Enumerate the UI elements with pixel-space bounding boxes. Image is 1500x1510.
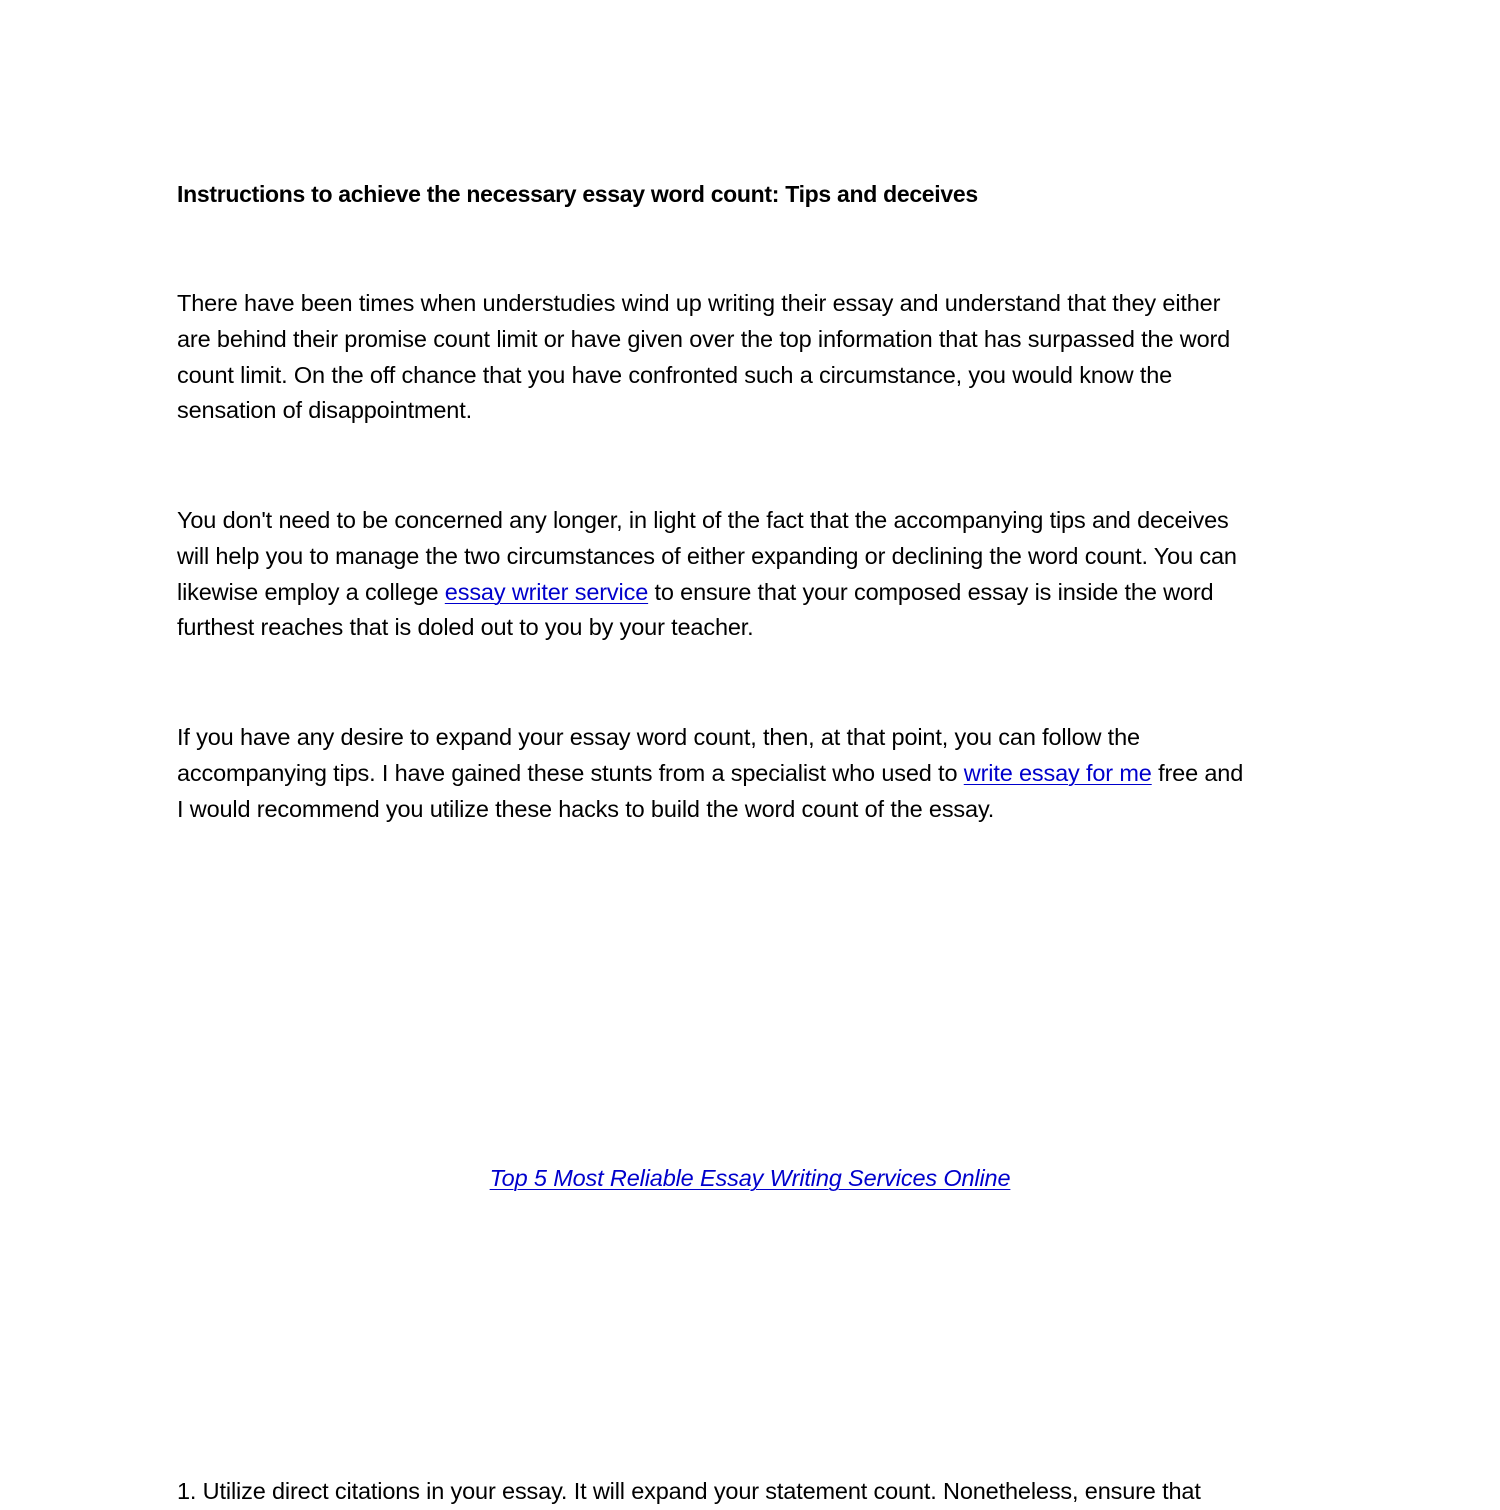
essay-writer-service-link[interactable]: essay writer service xyxy=(444,578,649,605)
paragraph-line xyxy=(177,575,1337,611)
paragraph-intro xyxy=(177,286,1337,429)
text-segment: accompanying tips. I have gained these stunts from a specialist who used to xyxy=(177,759,964,786)
paragraph-line: will help you to manage the two circumstances of either expanding or declining the word count. You can xyxy=(177,542,1237,569)
paragraph-line: sensation of disappointment. xyxy=(177,397,472,424)
paragraph-line: count limit. On the off chance that you have confronted such a circumstance, you would know the xyxy=(177,361,1173,388)
text-segment: to ensure that your composed essay is inside the word xyxy=(648,578,1214,605)
paragraph-line: are behind their promise count limit or have given over the top information that has surpassed the word xyxy=(177,325,1231,352)
list-item-text: 1. Utilize direct citations in your essay. It will expand your statement count. Nonetheless, ensure that xyxy=(177,1478,1201,1504)
list-item-1 xyxy=(177,1474,1337,1510)
text-segment: free and xyxy=(1151,759,1244,786)
paragraph-reassurance xyxy=(177,503,1337,646)
document-heading: Instructions to achieve the necessary essay word count: Tips and deceives xyxy=(177,181,978,207)
paragraph-line: If you have any desire to expand your essay word count, then, at that point, you can follow the xyxy=(177,724,1140,750)
write-essay-for-me-link[interactable]: write essay for me xyxy=(963,759,1152,786)
text-segment: likewise employ a college xyxy=(177,578,445,605)
paragraph-line: I would recommend you utilize these hacks to build the word count of the essay. xyxy=(177,795,995,822)
paragraph-line xyxy=(177,756,1337,792)
paragraph-line: furthest reaches that is doled out to you by your teacher. xyxy=(177,614,754,641)
paragraph-line: You don't need to be concerned any longer, in light of the fact that the accompanying tips and deceives xyxy=(177,507,1229,533)
paragraph-line: There have been times when understudies wind up writing their essay and understand that they either xyxy=(177,290,1221,316)
centered-link-container xyxy=(0,1162,1500,1194)
paragraph-expand xyxy=(177,720,1337,827)
top-5-services-link[interactable]: Top 5 Most Reliable Essay Writing Services Online xyxy=(489,1165,1011,1191)
